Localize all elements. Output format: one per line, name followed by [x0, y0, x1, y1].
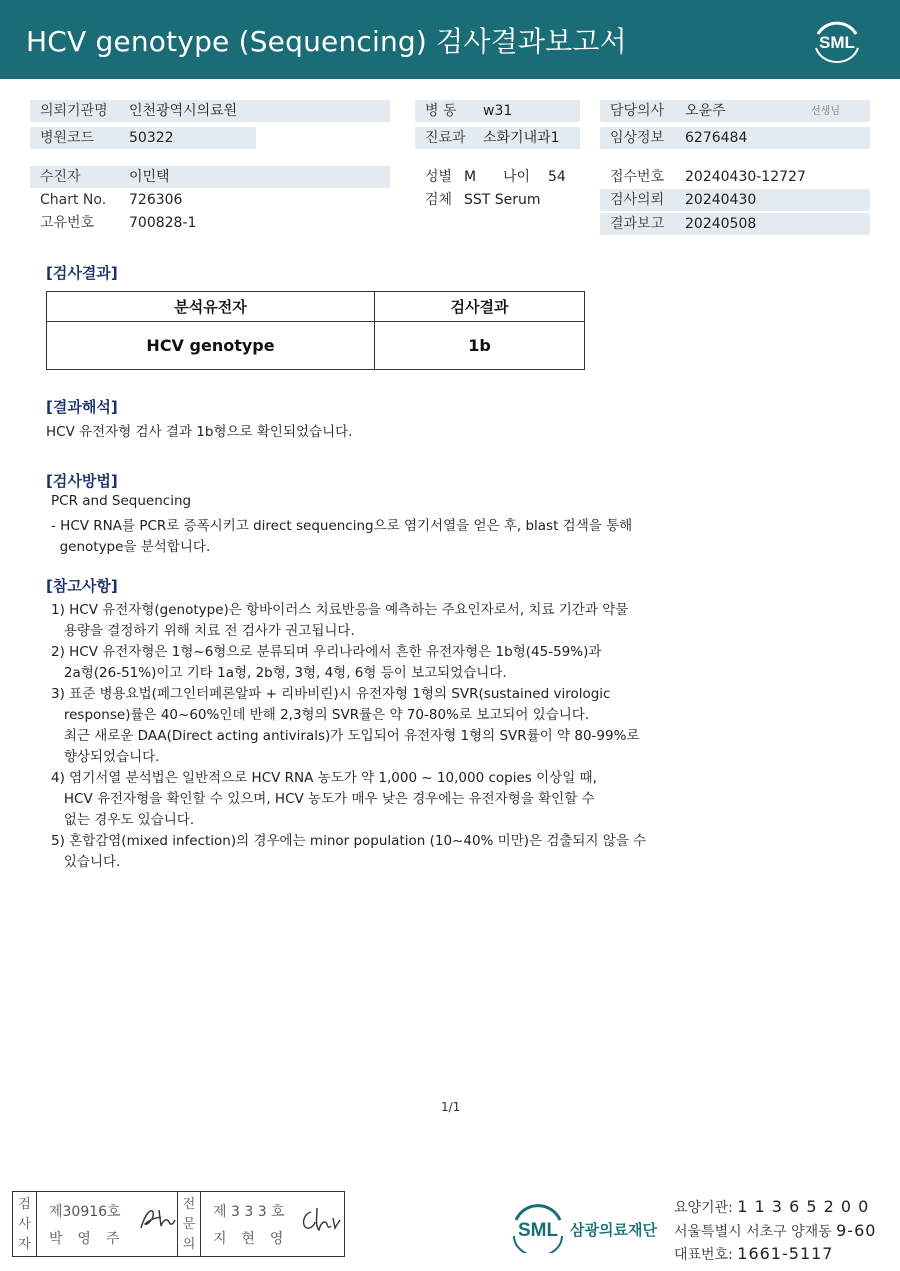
agency-label: 요양기관:	[674, 1200, 738, 1216]
specialist-label	[177, 1192, 201, 1256]
specimen-value: SST Serum	[464, 192, 541, 208]
patient-value: 이민택	[129, 169, 170, 185]
method-line: - HCV RNA를 PCR로 증폭시키고 direct sequencing으로 염기서열을 얻은 후, blast 검색을 통해	[51, 518, 633, 534]
note-line: 4) 염기서열 분석법은 일반적으로 HCV RNA 농도가 약 1,000 ~ 10,000 copies 이상일 때,	[51, 770, 597, 786]
inspector-label-char: 사	[18, 1217, 31, 1232]
unique-label: 고유번호	[40, 215, 95, 231]
address-label: 서울특별시 서초구 양재동	[674, 1224, 837, 1240]
note-line: 2a형(26-51%)이고 기타 1a형, 2b형, 3형, 4형, 6형 등이 보고되었습니다.	[51, 665, 507, 681]
agency-line	[674, 1197, 869, 1217]
hospital-code-value: 50322	[129, 130, 174, 146]
col-gene-header: 분석유전자	[47, 292, 375, 322]
hospital-code-label: 병원코드	[40, 130, 95, 146]
report-header	[0, 0, 900, 79]
request-row	[600, 189, 870, 211]
method-line: PCR and Sequencing	[51, 493, 192, 509]
inspector-number: 제30916호	[49, 1204, 121, 1220]
agency-value: 1 1 3 6 5 2 0 0	[737, 1197, 870, 1216]
phone-line	[674, 1244, 833, 1264]
ward-value: w31	[483, 103, 513, 119]
report-row	[600, 213, 870, 235]
doctor-label: 담당의사	[610, 103, 665, 119]
page-number: 1/1	[441, 1100, 461, 1114]
receipt-label: 접수번호	[610, 169, 665, 185]
specialist-label-char: 전	[182, 1197, 196, 1212]
inspector-signature-icon	[137, 1204, 177, 1234]
note-line: 5) 혼합감염(mixed infection)의 경우에는 minor population (10~40% 미만)은 검출되지 않을 수	[51, 833, 647, 849]
clinical-row	[600, 127, 870, 149]
interpretation-text: HCV 유전자형 검사 결과 1b형으로 확인되었습니다.	[46, 424, 353, 440]
note-line: 최근 새로운 DAA(Direct acting antivirals)가 도입되어 유전자형 1형의 SVR률이 약 80-99%로	[51, 728, 640, 744]
institution-row	[30, 100, 390, 122]
doctor-row	[600, 100, 870, 122]
receipt-row	[600, 166, 870, 188]
sex-value: M	[464, 169, 477, 185]
patient-label: 수진자	[40, 169, 81, 185]
interpretation-section-title: [결과해석]	[46, 398, 118, 416]
inspector-label-char: 자	[18, 1237, 31, 1252]
method-line: genotype을 분석합니다.	[51, 539, 211, 555]
sex-label: 성별	[425, 169, 453, 185]
chart-row	[30, 189, 390, 211]
sml-logo-icon	[810, 14, 864, 64]
phone-label: 대표번호:	[674, 1247, 738, 1263]
request-value: 20240430	[685, 192, 757, 208]
patient-row	[30, 166, 390, 188]
method-section-title: [검사방법]	[46, 472, 118, 490]
unique-value: 700828-1	[129, 215, 197, 231]
note-line: 향상되었습니다.	[51, 749, 160, 765]
receipt-value: 20240430-12727	[685, 169, 806, 185]
report-title: HCV genotype (Sequencing) 검사결과보고서	[26, 25, 627, 58]
institution-label: 의뢰기관명	[40, 103, 108, 119]
specialist-name: 지 현 영	[213, 1231, 286, 1247]
notes-section-title: [참고사항]	[46, 577, 118, 595]
specialist-label-char: 문	[182, 1217, 196, 1232]
specimen-row	[415, 189, 585, 211]
sex-age-row	[415, 166, 585, 188]
specialist-label-char: 의	[182, 1237, 196, 1252]
note-line: 용량을 결정하기 위해 치료 전 검사가 권고됩니다.	[51, 623, 355, 639]
table-row	[47, 322, 585, 370]
age-value: 54	[548, 169, 566, 185]
department-row	[415, 127, 580, 149]
hospital-code-row	[30, 127, 256, 149]
clinical-label: 임상정보	[610, 130, 665, 146]
inspector-name: 박 영 주	[49, 1231, 122, 1247]
department-value: 소화기내과1	[483, 130, 560, 146]
inspector-label-char: 검	[18, 1197, 31, 1212]
doctor-suffix: 선생님	[811, 106, 840, 117]
results-table	[46, 291, 585, 370]
chart-value: 726306	[129, 192, 183, 208]
report-label: 결과보고	[610, 216, 665, 232]
doctor-value: 오윤주	[685, 103, 726, 119]
unique-row	[30, 212, 390, 234]
sml-footer-logo-icon	[508, 1198, 568, 1253]
department-label: 진료과	[425, 130, 466, 146]
address-line	[674, 1221, 876, 1241]
request-label: 검사의뢰	[610, 192, 665, 208]
gene-cell: HCV genotype	[47, 322, 375, 370]
ward-row	[415, 100, 580, 122]
org-name: 삼광의료재단	[570, 1221, 657, 1239]
note-line: 없는 경우도 있습니다.	[51, 812, 195, 828]
ward-label: 병 동	[425, 103, 457, 119]
note-line: HCV 유전자형을 확인할 수 있으며, HCV 농도가 매우 낮은 경우에는 유전자형을 확인할 수	[51, 791, 595, 807]
note-line: 있습니다.	[51, 854, 121, 870]
signature-box	[12, 1191, 345, 1257]
clinical-value: 6276484	[685, 130, 748, 146]
address-value: 9-60	[836, 1221, 877, 1240]
report-value: 20240508	[685, 216, 757, 232]
note-line: response)률은 40~60%인데 반해 2,3형의 SVR률은 약 70-80%로 보고되어 있습니다.	[51, 707, 590, 723]
footer-logo-text: SML	[517, 1220, 559, 1241]
results-table-header	[47, 292, 585, 322]
specialist-signature-icon	[297, 1204, 341, 1236]
specialist-number: 제 3 3 3 호	[213, 1204, 285, 1220]
age-label: 나이	[503, 169, 531, 185]
institution-value: 인천광역시의료원	[129, 103, 238, 119]
inspector-label	[13, 1192, 37, 1256]
header-logo-text: SML	[819, 33, 855, 52]
chart-label: Chart No.	[40, 192, 107, 208]
specimen-label: 검체	[425, 192, 453, 208]
result-cell: 1b	[375, 322, 585, 370]
note-line: 2) HCV 유전자형은 1형~6형으로 분류되며 우리나라에서 흔한 유전자형은 1b형(45-59%)과	[51, 644, 602, 660]
note-line: 1) HCV 유전자형(genotype)은 항바이러스 치료반응을 예측하는 주요인자로서, 치료 기간과 약물	[51, 602, 629, 618]
results-section-title: [검사결과]	[46, 264, 118, 282]
note-line: 3) 표준 병용요법(페그인터페론알파 + 리바비린)시 유전자형 1형의 SVR(sustained virologic	[51, 686, 611, 702]
phone-value: 1661-5117	[737, 1244, 834, 1263]
col-result-header: 검사결과	[375, 292, 585, 322]
